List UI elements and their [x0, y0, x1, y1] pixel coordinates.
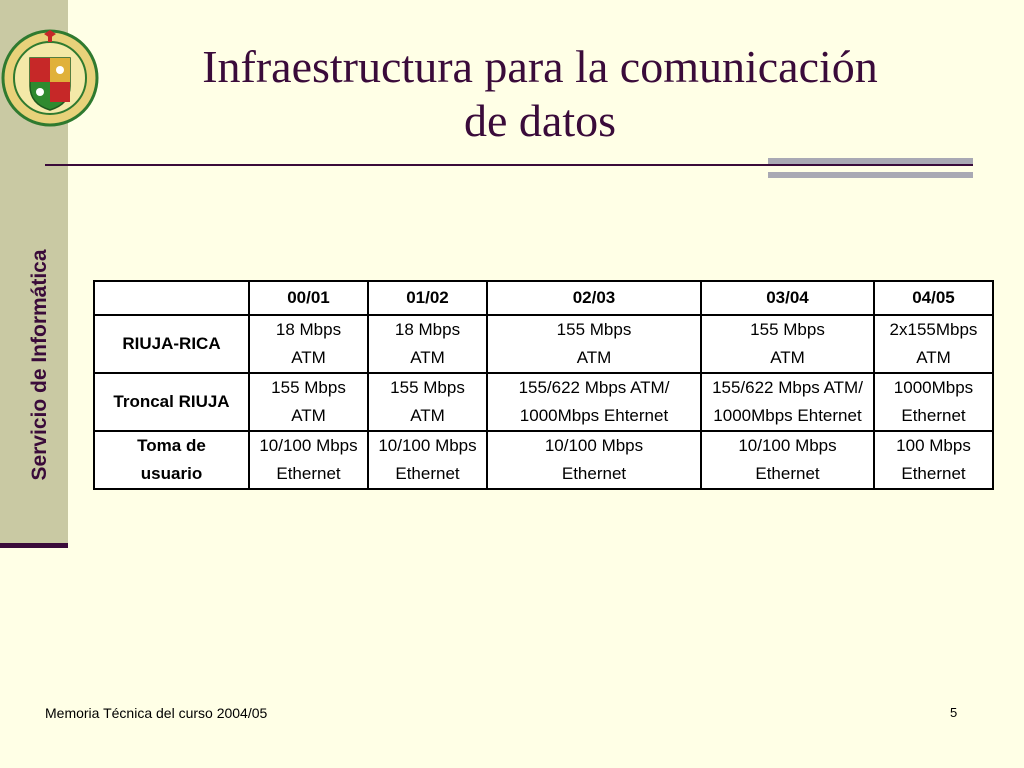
table-header-cell: [94, 281, 249, 315]
title-line-2: de datos: [463, 95, 616, 146]
table-cell: [249, 373, 368, 431]
table-header-cell: 00/01: [249, 281, 368, 315]
table-cell: [701, 431, 874, 489]
cell-line: Ethernet: [755, 464, 820, 483]
title-accent-bar: [768, 172, 973, 178]
cell-line: 1000Mbps: [893, 378, 974, 397]
table-row: [94, 373, 993, 431]
cell-line: 155/622 Mbps ATM/: [712, 378, 863, 397]
cell-line: ATM: [770, 348, 805, 367]
cell-line: ATM: [916, 348, 951, 367]
table-cell: [249, 431, 368, 489]
cell-line: ATM: [291, 348, 326, 367]
table-header-cell: 01/02: [368, 281, 487, 315]
cell-line: 10/100 Mbps: [738, 436, 837, 455]
cell-line: Ethernet: [276, 464, 341, 483]
cell-line: ATM: [410, 348, 445, 367]
table-row: [94, 315, 993, 373]
table-cell: [874, 315, 993, 373]
footer-text: Memoria Técnica del curso 2004/05: [45, 705, 268, 721]
row-header-line: Toma de: [137, 436, 206, 455]
cell-line: 2x155Mbps: [889, 320, 978, 339]
cell-line: ATM: [576, 348, 612, 367]
row-header: [94, 373, 249, 431]
table-row: [94, 431, 993, 489]
table-cell: [701, 373, 874, 431]
table-header-cell: 04/05: [874, 281, 993, 315]
cell-line: Ethernet: [395, 464, 460, 483]
row-header-line: Troncal RIUJA: [113, 392, 230, 411]
title-line-1: Infraestructura para la comunicación: [202, 41, 878, 92]
cell-line: ATM: [410, 406, 445, 425]
table-cell: [487, 431, 701, 489]
cell-line: 100 Mbps: [896, 436, 971, 455]
table-cell: [874, 431, 993, 489]
row-header-line: usuario: [140, 464, 203, 483]
bandwidth-table: [93, 280, 994, 490]
title-accent-bar: [768, 158, 973, 164]
cell-line: 1000Mbps Ehternet: [519, 406, 669, 425]
cell-line: 155 Mbps: [271, 378, 346, 397]
cell-line: 10/100 Mbps: [259, 436, 358, 455]
cell-line: 155/622 Mbps ATM/: [518, 378, 670, 397]
cell-line: 18 Mbps: [275, 320, 342, 339]
cell-line: 155 Mbps: [750, 320, 825, 339]
row-header: [94, 431, 249, 489]
table-cell: [874, 373, 993, 431]
cell-line: ATM: [291, 406, 326, 425]
table-header-cell: 03/04: [701, 281, 874, 315]
table-header-cell: 02/03: [487, 281, 701, 315]
table-cell: [368, 315, 487, 373]
cell-line: Ethernet: [561, 464, 627, 483]
university-seal-icon: [0, 28, 100, 128]
page-number: 5: [950, 705, 958, 720]
sidebar-label: Servicio de Informática: [28, 249, 51, 481]
cell-line: 10/100 Mbps: [378, 436, 477, 455]
cell-line: 1000Mbps Ehternet: [713, 406, 862, 425]
sidebar-divider: [0, 543, 68, 548]
table-header-row: [94, 281, 993, 315]
title-underline: [45, 164, 973, 166]
row-header-line: RIUJA-RICA: [122, 334, 221, 353]
cell-line: 18 Mbps: [394, 320, 461, 339]
table-cell: [487, 373, 701, 431]
cell-line: Ethernet: [901, 464, 966, 483]
cell-line: Ethernet: [901, 406, 966, 425]
slide-title: [110, 40, 970, 148]
cell-line: 155 Mbps: [556, 320, 632, 339]
cell-line: 10/100 Mbps: [544, 436, 644, 455]
row-header: [94, 315, 249, 373]
table-cell: [249, 315, 368, 373]
table-cell: [368, 431, 487, 489]
table-cell: [487, 315, 701, 373]
table-cell: [701, 315, 874, 373]
cell-line: 155 Mbps: [390, 378, 465, 397]
table-cell: [368, 373, 487, 431]
